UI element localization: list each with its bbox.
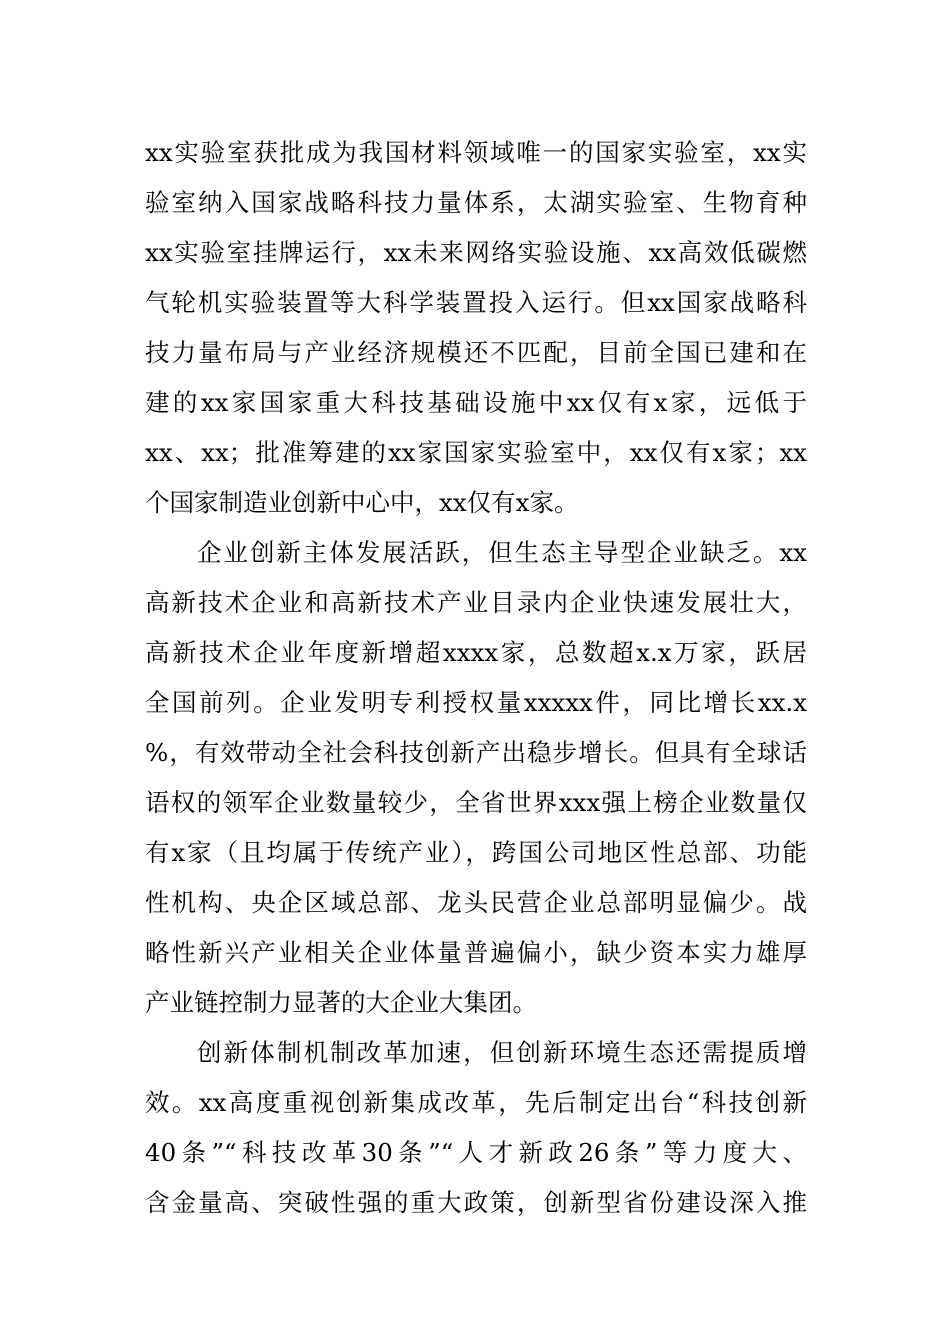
text-line: 技力量布局与产业经济规模还不匹配，目前全国已建和在 — [145, 338, 807, 367]
paragraph-2 — [145, 528, 807, 1028]
text-line: 高新技术企业和高新技术产业目录内企业快速发展壮大， — [145, 588, 807, 617]
text-line: 产业链控制力显著的大企业大集团。 — [145, 988, 537, 1017]
text-line: 企业创新主体发展活跃，但生态主导型企业缺乏。xx — [197, 538, 807, 567]
text-line: 建的xx家国家重大科技基础设施中xx仅有x家，远低于 — [145, 388, 807, 417]
document-body — [145, 128, 807, 1228]
text-line: 全国前列。企业发明专利授权量xxxxx件，同比增长xx.x — [145, 688, 807, 717]
text-line: 性机构、央企区域总部、龙头民营企业总部明显偏少。战 — [145, 888, 807, 917]
text-line: 40条”“科技改革30条”“人才新政26条”等力度大、 — [145, 1138, 807, 1167]
text-line: 高新技术企业年度新增超xxxx家，总数超x.x万家，跃居 — [145, 638, 807, 667]
text-line: xx、xx；批准筹建的xx家国家实验室中，xx仅有x家；xx — [145, 438, 807, 467]
text-line: 含金量高、突破性强的重大政策，创新型省份建设深入推 — [145, 1188, 807, 1217]
paragraph-1 — [145, 128, 807, 528]
text-line: xx实验室获批成为我国材料领域唯一的国家实验室，xx实 — [145, 138, 807, 167]
text-line: %，有效带动全社会科技创新产出稳步增长。但具有全球话 — [145, 738, 807, 767]
text-line: 效。xx高度重视创新集成改革，先后制定出台“科技创新 — [145, 1088, 807, 1117]
text-line: 有x家（且均属于传统产业），跨国公司地区性总部、功能 — [145, 838, 807, 867]
text-line: 创新体制机制改革加速，但创新环境生态还需提质增 — [197, 1038, 807, 1067]
text-line: 验室纳入国家战略科技力量体系，太湖实验室、生物育种 — [145, 188, 807, 217]
text-line: xx实验室挂牌运行，xx未来网络实验设施、xx高效低碳燃 — [145, 238, 807, 267]
text-line: 略性新兴产业相关企业体量普遍偏小，缺少资本实力雄厚 — [145, 938, 807, 967]
paragraph-3 — [145, 1028, 807, 1228]
text-line: 语权的领军企业数量较少，全省世界xxx强上榜企业数量仅 — [145, 788, 807, 817]
text-line: 个国家制造业创新中心中，xx仅有x家。 — [145, 488, 579, 517]
text-line: 气轮机实验装置等大科学装置投入运行。但xx国家战略科 — [145, 288, 807, 317]
